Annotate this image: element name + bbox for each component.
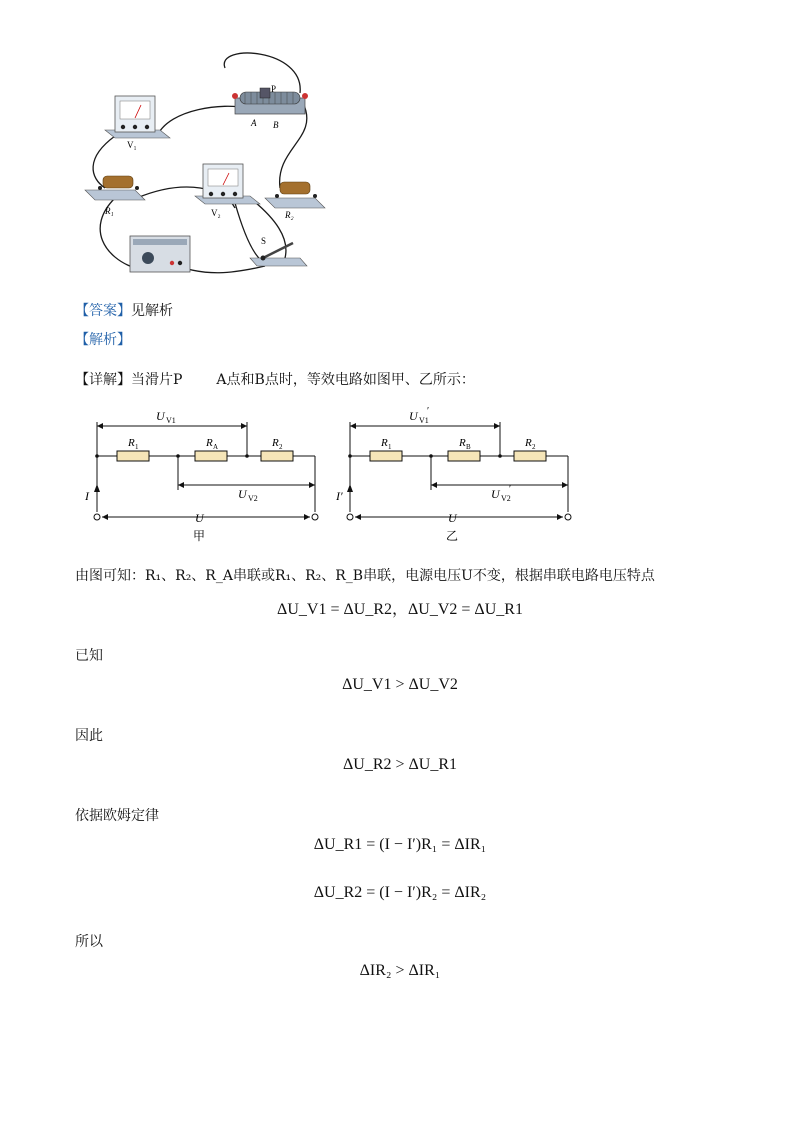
equation-6: ΔIR₂ > ΔIR₁ bbox=[359, 962, 441, 979]
label-rb: R bbox=[459, 437, 466, 449]
label-r1-sub: 1 bbox=[135, 443, 139, 451]
resistor-r2 bbox=[265, 182, 325, 220]
label-uv1: U bbox=[409, 409, 418, 423]
label-r1-sub: 1 bbox=[388, 443, 392, 451]
apparatus-illustration bbox=[75, 48, 335, 280]
label-v2: V₂ bbox=[211, 208, 221, 218]
equation-1 bbox=[0, 596, 800, 619]
label-a: A bbox=[251, 118, 257, 128]
equation-2: ΔU_V1 > ΔU_V2 bbox=[342, 676, 458, 693]
label-r1: R bbox=[381, 437, 388, 449]
ohm-law-text: 依据欧姆定律 bbox=[75, 808, 159, 824]
known-text: 已知 bbox=[75, 648, 103, 664]
label-v1: V₁ bbox=[127, 140, 137, 150]
equation-1-sep: ， bbox=[391, 601, 408, 618]
label-r2-sub: 2 bbox=[532, 443, 536, 451]
answer-line bbox=[75, 301, 173, 321]
label-r2: R bbox=[272, 437, 279, 449]
label-uv2: U bbox=[491, 487, 500, 501]
label-b: B bbox=[273, 120, 279, 130]
label-ra: R bbox=[206, 437, 213, 449]
resistor-r1 bbox=[85, 176, 145, 216]
so-text: 所以 bbox=[75, 934, 103, 950]
label-uv2-sub: V2 bbox=[248, 494, 258, 503]
label-ra-sub: A bbox=[213, 443, 219, 451]
label-uv1-sub: V1 bbox=[166, 416, 176, 425]
power-supply bbox=[130, 236, 190, 272]
label-i-prime: I′ bbox=[336, 489, 343, 503]
caption-yi: 乙 bbox=[446, 529, 459, 543]
label-uv2-prime: ′ bbox=[509, 484, 512, 495]
label-r2: R bbox=[525, 437, 532, 449]
equation-5: ΔU_R2 = (I − I′)R₂ = ΔIR₂ bbox=[313, 884, 487, 901]
label-uv1: U bbox=[156, 409, 165, 423]
label-uv2-sub: V2 bbox=[501, 494, 511, 503]
therefore-text: 因此 bbox=[75, 728, 103, 744]
from-figure-text: 由图可知：R₁、R₂、R_A串联或R₁、R₂、R_B串联，电源电压U不变，根据串联电路电压特点 bbox=[75, 568, 655, 584]
voltmeter-v2 bbox=[195, 164, 260, 218]
label-uv1-sub: V1 bbox=[419, 416, 429, 425]
answer-text: 见解析 bbox=[131, 303, 173, 319]
circuit-diagram-jia bbox=[80, 400, 330, 548]
voltmeter-v1 bbox=[105, 96, 170, 150]
label-u: U bbox=[195, 511, 204, 525]
detail-text-pre: 当滑片P bbox=[131, 372, 183, 388]
equation-1a: ΔU_V1 = ΔU_R2 bbox=[277, 601, 392, 618]
answer-tag: 【答案】 bbox=[75, 303, 131, 319]
detail-tag: 【详解】 bbox=[75, 372, 131, 388]
label-s: S bbox=[261, 236, 267, 246]
label-uv1-prime: ′ bbox=[427, 406, 430, 417]
label-p: P bbox=[271, 84, 277, 94]
switch-s bbox=[250, 236, 307, 266]
equation-3: ΔU_R2 > ΔU_R1 bbox=[342, 756, 458, 773]
label-uv2: U bbox=[238, 487, 247, 501]
label-r2-sub: 2 bbox=[279, 443, 283, 451]
label-rb-sub: B bbox=[466, 443, 471, 451]
analysis-line bbox=[75, 330, 131, 350]
equation-1b: ΔU_V2 = ΔU_R1 bbox=[408, 601, 523, 618]
equation-4: ΔU_R1 = (I − I′)R₁ = ΔIR₁ bbox=[313, 836, 487, 853]
detail-line bbox=[75, 370, 475, 390]
circuit-diagram-yi bbox=[333, 400, 583, 548]
label-i: I bbox=[85, 489, 89, 503]
label-r1: R₁ bbox=[105, 206, 114, 216]
label-r2: R₂ bbox=[285, 210, 294, 220]
rheostat bbox=[232, 84, 308, 130]
detail-text-post: A点和B点时，等效电路如图甲、乙所示： bbox=[216, 372, 475, 388]
caption-jia: 甲 bbox=[193, 529, 206, 543]
label-u: U bbox=[448, 511, 457, 525]
analysis-tag: 【解析】 bbox=[75, 332, 131, 348]
label-r1: R bbox=[128, 437, 135, 449]
